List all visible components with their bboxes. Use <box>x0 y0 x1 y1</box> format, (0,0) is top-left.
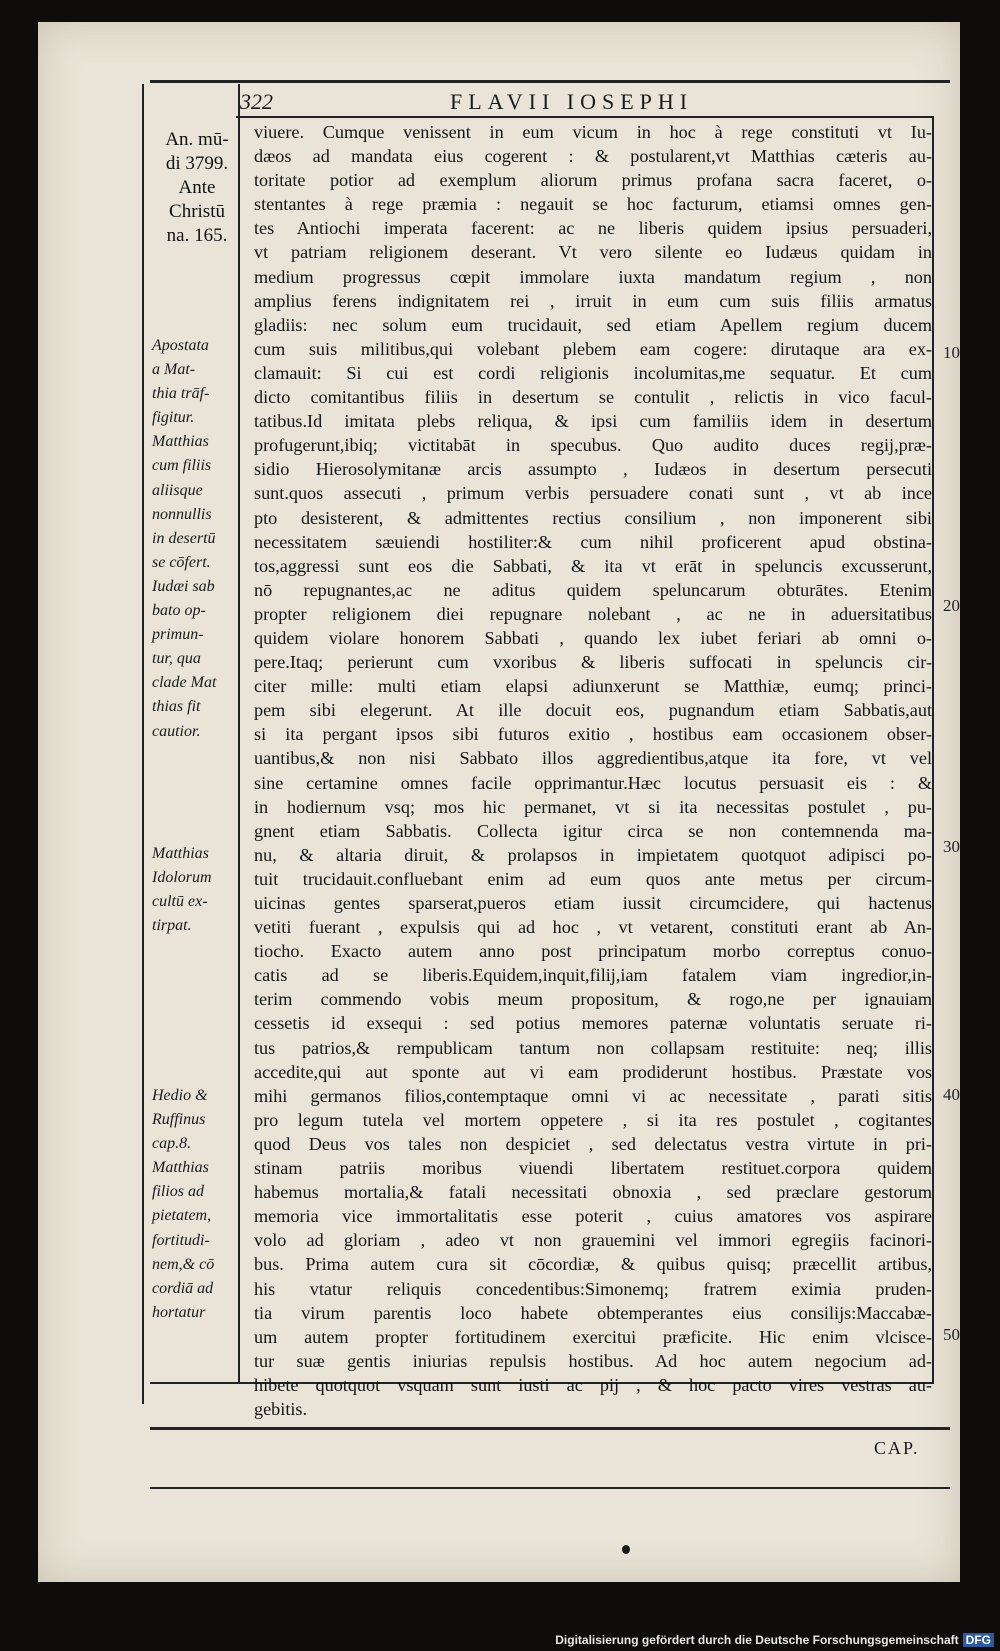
note-line: Apostata <box>152 337 209 354</box>
text-line: pto desisterent, & admittentes rectius consilium , non imponerent sibi <box>254 507 932 528</box>
left-frame-rule <box>142 84 144 1404</box>
note-line: Matthias <box>152 1159 209 1177</box>
note-line: cap.8. <box>152 1135 192 1153</box>
text-line: uantibus,& non nisi Sabbato illos aggredientibus,atque ita fore, vt vel <box>254 748 932 769</box>
page-number: 322 <box>240 89 273 114</box>
text-line: habemus mortalia,& fatali necessitati obnoxia , sed præclare gestorum <box>254 1182 932 1203</box>
text-line: dicto comitantibus filiis in desertum se contulit , relictis in vico facul- <box>254 387 932 408</box>
text-line: nō repugnantes,ac ne aditus quidem speluncarum obturātes. Etenim <box>254 579 932 600</box>
text-line: sunt.quos assecuti , primum verbis persuadere conati sunt , vt ab ince <box>254 483 932 504</box>
note-line: pietatem, <box>152 1207 212 1225</box>
note-line: Matthias <box>152 845 209 862</box>
note-line: bato op- <box>152 602 206 620</box>
note-line: cautior. <box>152 722 201 740</box>
line-number: 50 <box>943 1325 960 1344</box>
note-line: nonnullis <box>152 505 212 523</box>
note-line: cum filiis <box>152 457 212 475</box>
text-line: um autem propter fortitudinem exercitui præficite. Hic enim vlcisce- <box>254 1326 932 1347</box>
running-title: FLAVII IOSEPHI <box>450 89 694 114</box>
ink-dot <box>622 1545 630 1554</box>
text-line: accedite,qui aut sponte aut vi eam prodiderunt hostibus. Præstate vos <box>254 1061 932 1082</box>
top-rule <box>150 80 950 83</box>
bottom-rule-3 <box>150 1487 950 1489</box>
text-line: in hodiernum vsq; mos hic permanet, vt si ita necessitas postulet , pu- <box>254 796 932 817</box>
note-line: hortatur <box>152 1303 206 1321</box>
dfg-logo: DFG <box>963 1633 994 1647</box>
text-line: bus. Prima autem cura sit cōcordiæ, & quibus quisq; præcellit artibus, <box>254 1254 932 1275</box>
marginal-note-hedio <box>152 1084 244 1325</box>
note-line: figitur. <box>152 409 195 427</box>
text-right-rule <box>932 116 934 1382</box>
text-line: his vtatur reliquis concedentibus:Simonemq; fratrem eximia pruden- <box>254 1278 932 1299</box>
text-line: quod Deus vos tales non despiciet , sed delectatus vestra virtute in pri- <box>254 1133 932 1154</box>
note-line: primun- <box>152 626 204 644</box>
text-line: gebitis. <box>254 1398 308 1419</box>
text-line: si ita pergant ipsos sibi futuros exitio , hostibus eam occasionem obser- <box>254 724 932 745</box>
text-line: mihi germanos filios,contemptaque omni vi ac necessitate , parati sitis <box>254 1085 932 1106</box>
text-line: vt patriam religionem deserant. Vt vero silente eo Iudæus quidam in <box>254 242 932 263</box>
note-line: Matthias <box>152 433 209 451</box>
text-line: memoria vice immortalitatis esse poterit , cuius amatores vos aspirare <box>254 1206 932 1227</box>
text-line: stentantes à rege præmia : negauit se hoc facturum, etiamsi omnes gen- <box>254 194 932 215</box>
year-note-line: Ante <box>178 177 216 198</box>
text-line: amplius ferens indignitatem rei , irruit in eum cum suis filiis armatus <box>254 290 932 311</box>
marginal-note-idolorum <box>152 842 244 938</box>
note-line: thias fit <box>152 698 201 716</box>
text-line: nu, & altaria diruit, & prolapsos in impietatem quotquot adipisci po- <box>254 844 932 865</box>
text-line: tes Antiochi imperata facerent: ac ne liberis quidem ipsius persuaderi, <box>254 218 932 239</box>
text-line: propter religionem diei repugnare nolebant , ac ne in aduersitatibus <box>254 603 932 624</box>
text-line: uicinas gentes sparserat,pueros etiam iussit circumcidere, qui hactenus <box>254 893 932 913</box>
text-line: vetiti fuerant , expulsis qui ad hoc , vt vetarent, constituti erant ab An- <box>254 917 932 938</box>
bottom-rule-2 <box>150 1427 950 1430</box>
text-line: tur suæ gentis iniurias repulsis hostibus. Ad hoc autem negocium ad- <box>254 1350 932 1371</box>
text-line: cessetis id exsequi : sed potius memores paternæ voluntatis seruate ri- <box>254 1013 932 1034</box>
note-line: tur, qua <box>152 650 201 668</box>
text-line: citer mille: multi etiam elapsi adiunxerunt se Matthiæ, eumq; princi- <box>254 676 932 697</box>
text-line: gladiis: nec solum eum trucidauit, sed etiam Apellem regium ducem <box>254 314 932 335</box>
note-line: Hedio & <box>152 1087 208 1104</box>
text-line: tuit trucidauit.confluebant enim ad eum quos ante metus per circum- <box>254 868 932 889</box>
text-line: toritate potior ad exemplum aliorum primus profana sacra faceret, o- <box>254 170 932 191</box>
note-line: in desertū <box>152 529 216 547</box>
text-line: hibete quotquot vsquam sunt iusti ac pij , & hoc pacto vires vestras au- <box>254 1374 932 1395</box>
text-line: clamauit: Si cui est cordi religionis incolumitas,me sequatur. Et cum <box>254 362 932 383</box>
text-line: cum suis militibus,qui volebant plebem eam cogere: dirutaque ara ex- <box>254 338 932 359</box>
catchword: CAP. <box>874 1438 920 1458</box>
text-line: pro legum tutela vel mortem oppetere , si ita res postulet , cogitantes <box>254 1109 932 1130</box>
text-line: viuere. Cumque venissent in eum vicum in hoc à rege constituti vt Iu- <box>254 122 932 142</box>
text-line: tatibus.Id imitata plebs reliqua, & ipsi cum familiis idem in desertum <box>254 411 932 432</box>
line-number: 30 <box>943 837 960 856</box>
text-line: pere.Itaq; perierunt cum vxoribus & liberis suffocati in speluncis cir- <box>254 652 932 673</box>
line-number: 20 <box>943 596 960 615</box>
text-line: pem sibi elegerunt. At ille docuit eos, pugnandum etiam Sabbatis,aut <box>254 700 932 721</box>
credit-text: Digitalisierung gefördert durch die Deutsche Forschungsgemeinschaft <box>555 1633 959 1647</box>
note-line: tirpat. <box>152 917 192 935</box>
year-note-line: na. 165. <box>166 225 228 246</box>
header-underline <box>236 116 934 118</box>
digitization-credit <box>555 1633 994 1647</box>
note-line: Idolorum <box>152 869 212 887</box>
note-line: a Mat- <box>152 361 196 379</box>
note-line: se cōfert. <box>152 553 211 571</box>
marginal-note-apostata <box>152 334 244 744</box>
year-note-line: Christū <box>169 201 225 222</box>
text-line: sidio Hierosolymitanæ arcis assumpto , Iudæos in desertum persecuti <box>254 459 932 480</box>
text-line: tus patrios,& rempublicam tantum non collapsam restituite: neq; illis <box>254 1037 932 1058</box>
text-line: stinam patriis moribus viuendi libertatem restituet.corpora quidem <box>254 1158 932 1179</box>
note-line: filios ad <box>152 1183 205 1201</box>
note-line: Iudæi sab <box>152 577 215 595</box>
note-line: Ruffinus <box>152 1111 206 1129</box>
page-header <box>240 89 940 115</box>
note-line: thia trāf- <box>152 385 210 403</box>
note-line: nem,& cō <box>152 1255 215 1273</box>
year-note-line: An. mū- <box>165 129 229 150</box>
year-note-line: di 3799. <box>165 153 229 174</box>
text-line: tiocho. Exacto autem anno post principatum morbo correptus conuo- <box>254 941 932 962</box>
text-line: catis ad se liberis.Equidem,inquit,filij,iam fatalem viam ingredior,in- <box>254 965 932 986</box>
note-line: cordiā ad <box>152 1279 214 1297</box>
body-text <box>254 120 932 1421</box>
text-line: dæos ad mandata eius cogerent : & postularent,vt Matthias cæteris au- <box>254 146 932 167</box>
text-line: volo ad gloriam , adeo vt non grauemini vel immori egregiis facinori- <box>254 1230 932 1251</box>
note-line: cultū ex- <box>152 893 208 911</box>
text-line: gnent etiam Sabbatis. Collecta igitur circa se non contemnenda ma- <box>254 820 932 841</box>
note-line: fortitudi- <box>152 1231 210 1249</box>
line-number: 40 <box>943 1085 960 1104</box>
text-line: tia virum parentis loco habete obtemperantes eius consilijs:Maccabæ- <box>254 1302 932 1323</box>
year-note <box>152 128 242 248</box>
text-line: medium progressus cœpit immolare iuxta mandatum regium , non <box>254 266 932 287</box>
line-number: 10 <box>943 343 960 362</box>
text-line: quidem violare honorem Sabbati , quando lex iubet feriari ab omni o- <box>254 627 932 648</box>
text-line: profugerunt,ibiq; victitabāt in specubus. Quo audito duces regij,præ- <box>254 435 932 456</box>
text-line: tos,aggressi sunt eos die Sabbati, & ita vt erāt in speluncis excusserunt, <box>254 555 932 576</box>
text-line: sine certamine omnes facile opprimantur.Hæc locutus persuasit eis : & <box>254 772 932 793</box>
text-line: terim commendo vobis meum propositum, & rogo,ne per ignauiam <box>254 989 932 1010</box>
note-line: clade Mat <box>152 674 217 692</box>
note-line: aliisque <box>152 481 203 499</box>
text-line: necessitatem sæuiendi hostiliter:& cum nihil proficerent apud obstina- <box>254 531 932 552</box>
